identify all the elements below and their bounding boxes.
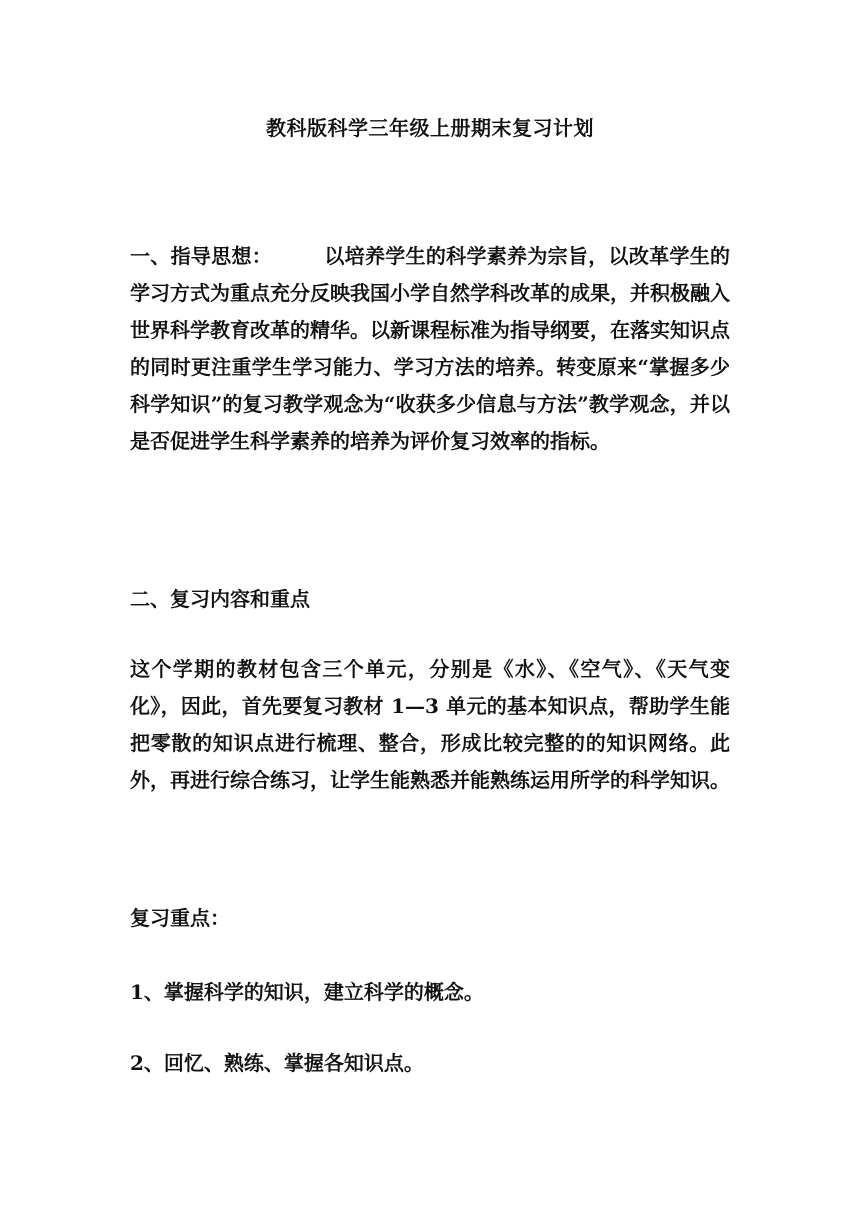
document-title: 教科版科学三年级上册期末复习计划: [266, 116, 594, 140]
section1-text: 以培养学生的科学素养为宗旨，以改革学生的学习方式为重点充分反映我国小学自然学科改革的成果，并积极融入世界科学教育改革的精华。以新课程标准为指导纲要，在落实知识点的同时更注重学生学习能力、学习方法的培养。转变原来“掌握多少科学知识”的复习教学观念为“收获多少信息与方法”教学观念，并以是否促进学生科学素养的培养为评价复习效率的指标。: [130, 244, 731, 453]
section1-heading: 一、指导思想：: [130, 244, 273, 268]
review-focus-item: 1、掌握科学的知识，建立科学的概念。: [130, 980, 484, 1004]
section-guiding-thought: [130, 238, 730, 460]
review-focus-item: 2、回忆、熟练、掌握各知识点。: [130, 1051, 424, 1075]
section-review-content-heading: 二、复习内容和重点: [130, 587, 310, 611]
section-review-content-text: 这个学期的教材包含三个单元，分别是《水》、《空气》、《天气变化》，因此，首先要复习教材 1—3 单元的基本知识点，帮助学生能把零散的知识点进行梳理、整合，形成比较完整的的知识网络。此外，再进行综合练习，让学生能熟悉并能熟练运用所学的科学知识。: [130, 657, 730, 792]
review-focus-heading: 复习重点：: [130, 906, 230, 930]
